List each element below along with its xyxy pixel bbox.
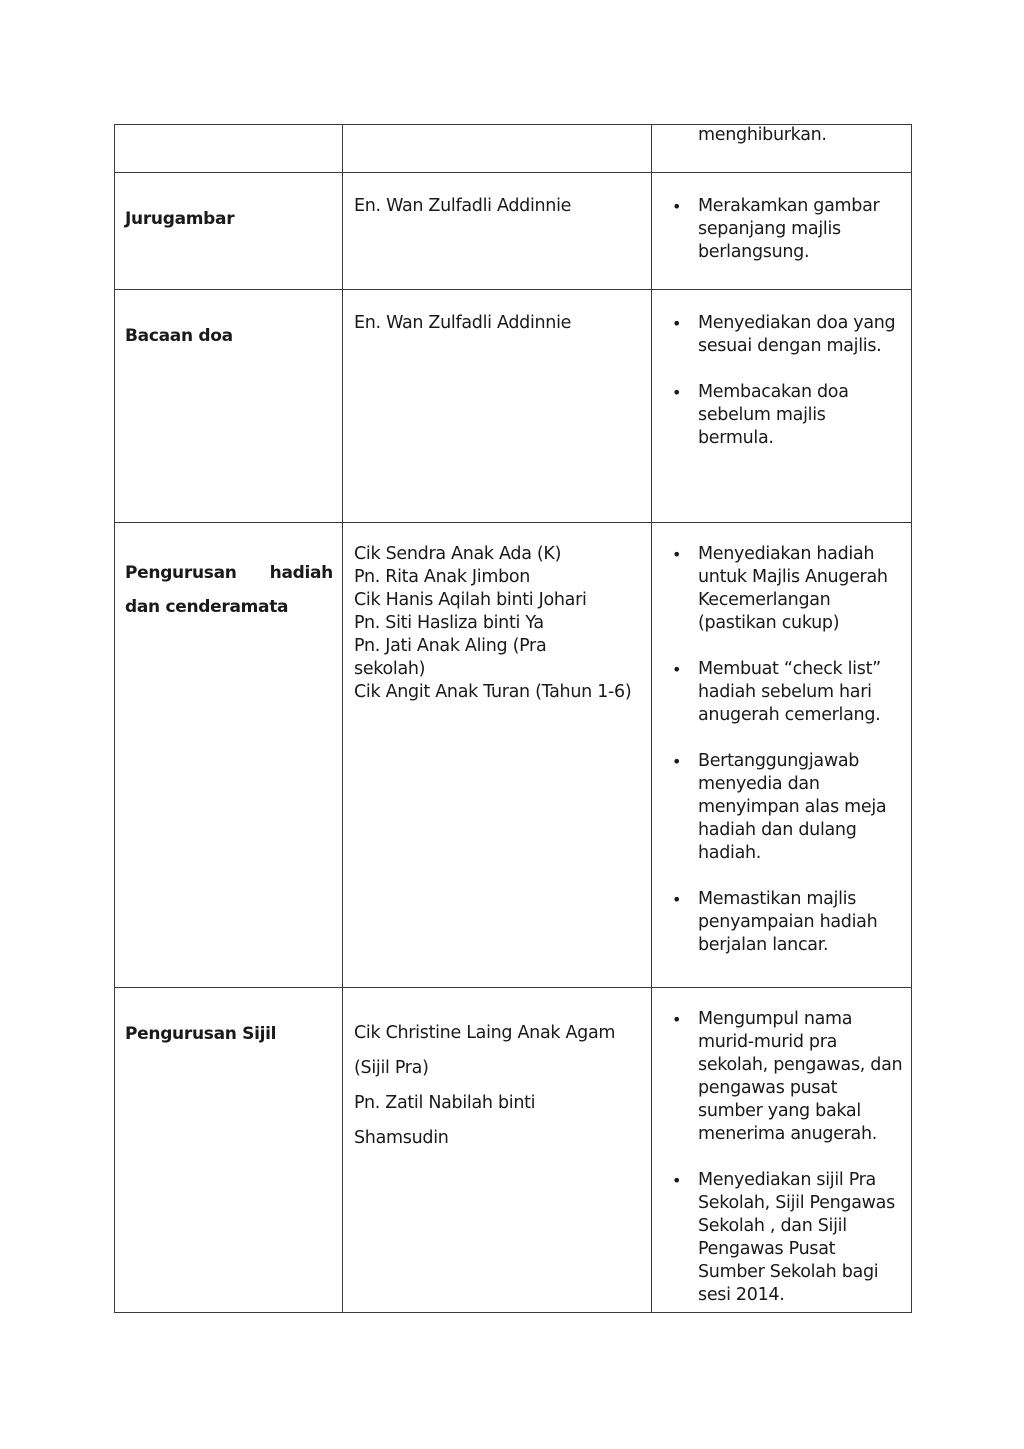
- list-item: [652, 1169, 911, 1307]
- person-name: Pn. Rita Anak Jimbon: [354, 567, 531, 587]
- duty-label: Jurugambar: [125, 209, 235, 229]
- list-item: [652, 1008, 911, 1146]
- person-name: Cik Hanis Aqilah binti Johari: [354, 590, 587, 610]
- person-name: Shamsudin: [354, 1128, 449, 1148]
- task-text: Membacakan doa sebelum majlis bermula.: [698, 382, 849, 448]
- task-text: Menyediakan hadiah untuk Majlis Anugerah Kecemerlangan (pastikan cukup): [698, 544, 888, 633]
- task-list: [652, 1008, 911, 1307]
- person-name: Pn. Siti Hasliza binti Ya: [354, 613, 544, 633]
- table-row: [115, 125, 912, 173]
- bullet-icon: •: [672, 1171, 682, 1190]
- duty-label: Bacaan doa: [125, 326, 233, 346]
- duty-cell: [115, 290, 343, 523]
- bullet-icon: •: [672, 197, 682, 216]
- tasks-cell: [652, 173, 912, 290]
- task-list: [652, 543, 911, 957]
- list-item: [652, 381, 911, 450]
- task-text: Mengumpul nama murid-murid pra sekolah, pengawas, dan pengawas pusat sumber yang bakal menerima anugerah.: [698, 1009, 903, 1144]
- list-item: [652, 312, 911, 358]
- person-name: En. Wan Zulfadli Addinnie: [354, 313, 572, 333]
- list-item: [652, 195, 911, 264]
- duty-cell: [115, 125, 343, 173]
- task-text: Memastikan majlis penyampaian hadiah berjalan lancar.: [698, 889, 878, 955]
- table-row: [115, 173, 912, 290]
- bullet-icon: •: [672, 383, 682, 402]
- task-text: Merakamkan gambar sepanjang majlis berlangsung.: [698, 196, 880, 262]
- duty-cell: [115, 173, 343, 290]
- list-item: [652, 543, 911, 635]
- duty-label: Pengurusan Sijil: [125, 1024, 277, 1044]
- table-row: [115, 988, 912, 1313]
- task-text: Menyediakan sijil Pra Sekolah, Sijil Pengawas Sekolah , dan Sijil Pengawas Pusat Sumber Sekolah bagi sesi 2014.: [698, 1170, 895, 1305]
- person-note: (Sijil Pra): [354, 1058, 429, 1078]
- list-item: [652, 750, 911, 865]
- duty-label: [115, 556, 342, 624]
- table-row: [115, 290, 912, 523]
- task-list: [652, 195, 911, 264]
- bullet-icon: •: [672, 660, 682, 679]
- task-text: Membuat “check list” hadiah sebelum hari anugerah cemerlang.: [698, 659, 881, 725]
- duty-cell: [115, 988, 343, 1313]
- tasks-cell: [652, 290, 912, 523]
- person-name: En. Wan Zulfadli Addinnie: [354, 196, 572, 216]
- task-text: Bertanggungjawab menyedia dan menyimpan alas meja hadiah dan dulang hadiah.: [698, 751, 887, 863]
- task-text: Menyediakan doa yang sesuai dengan majlis.: [698, 313, 896, 356]
- person-name: Cik Christine Laing Anak Agam: [354, 1023, 616, 1043]
- persons-cell: [343, 173, 652, 290]
- task-list: [652, 312, 911, 450]
- duty-label-word: hadiah: [269, 563, 333, 583]
- bullet-icon: •: [672, 752, 682, 771]
- person-list: [343, 195, 651, 218]
- bullet-icon: •: [672, 890, 682, 909]
- persons-cell: [343, 523, 652, 988]
- tasks-cell: [652, 125, 912, 173]
- duty-cell: [115, 523, 343, 988]
- person-name: Cik Sendra Anak Ada (K): [354, 544, 562, 564]
- task-continuation-text: menghiburkan.: [698, 125, 827, 145]
- person-name: Pn. Jati Anak Aling (Pra sekolah): [354, 636, 547, 679]
- duty-table: [114, 124, 912, 1313]
- bullet-icon: •: [672, 314, 682, 333]
- person-list: [343, 1016, 651, 1156]
- bullet-icon: •: [672, 545, 682, 564]
- list-item: [652, 658, 911, 727]
- persons-cell: [343, 125, 652, 173]
- list-item: [652, 888, 911, 957]
- duty-label-line: [125, 556, 333, 590]
- person-name: Cik Angit Anak Turan (Tahun 1-6): [354, 682, 632, 702]
- person-list: [343, 312, 651, 335]
- person-list: [343, 543, 651, 704]
- duty-label-line: dan cenderamata: [125, 597, 289, 617]
- duty-label-word: Pengurusan: [125, 563, 237, 583]
- person-name: Pn. Zatil Nabilah binti: [354, 1093, 536, 1113]
- bullet-icon: •: [672, 1010, 682, 1029]
- tasks-cell: [652, 988, 912, 1313]
- tasks-cell: [652, 523, 912, 988]
- table-row: [115, 523, 912, 988]
- persons-cell: [343, 290, 652, 523]
- persons-cell: [343, 988, 652, 1313]
